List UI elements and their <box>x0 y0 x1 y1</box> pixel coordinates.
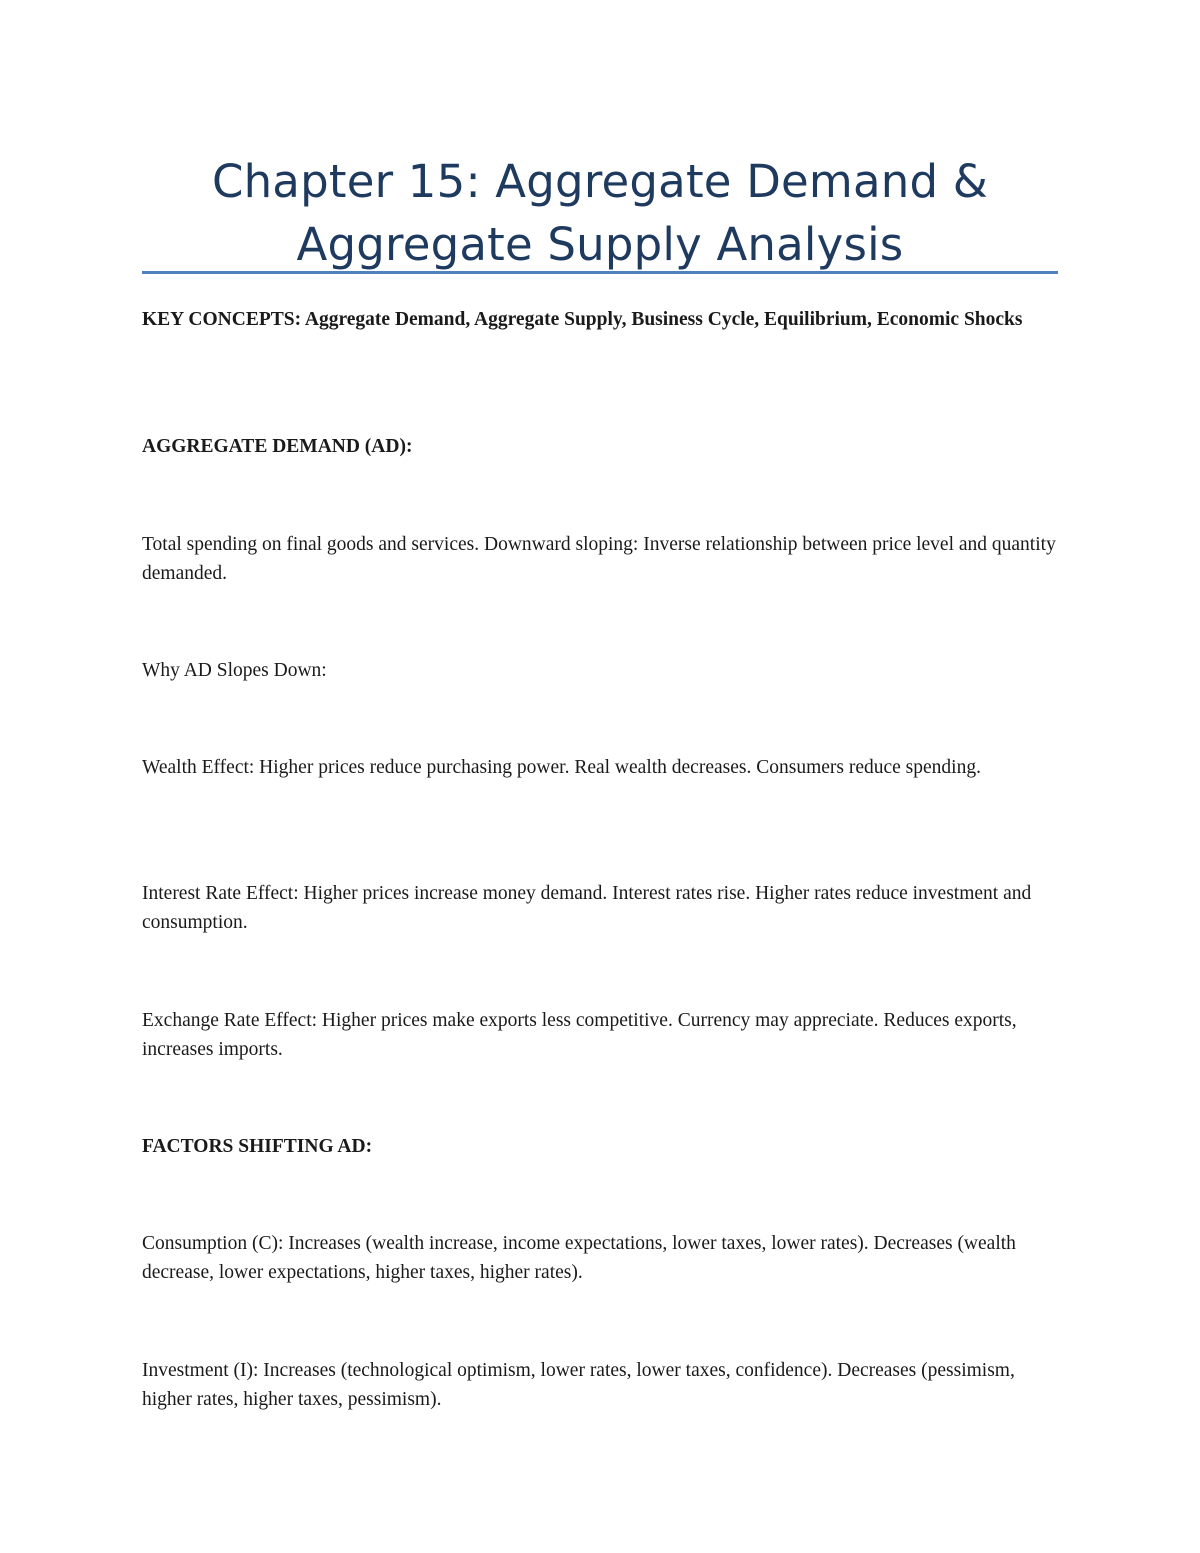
title-line-2: Aggregate Supply Analysis <box>296 218 904 271</box>
investment-paragraph: Investment (I): Increases (technological optimism, lower rates, lower taxes, confidence). Decreases (pessimism, higher rates, higher taxes, pessimism). <box>142 1360 1015 1410</box>
interest-rate-effect-paragraph: Interest Rate Effect: Higher prices increase money demand. Interest rates rise. Higher rates reduce investment and consumption. <box>142 883 1032 933</box>
ad-definition: Total spending on final goods and services. Downward sloping: Inverse relationship between price level and quantity demanded. <box>142 534 1056 584</box>
exchange-rate-effect-paragraph: Exchange Rate Effect: Higher prices make exports less competitive. Currency may appreciate. Reduces exports, increases imports. <box>142 1010 1017 1060</box>
wealth-effect-paragraph: Wealth Effect: Higher prices reduce purchasing power. Real wealth decreases. Consumers reduce spending. <box>142 757 981 778</box>
key-concepts: KEY CONCEPTS: Aggregate Demand, Aggregate Supply, Business Cycle, Equilibrium, Economic Shocks <box>142 309 1023 330</box>
factors-heading: FACTORS SHIFTING AD: <box>142 1136 373 1157</box>
page-title <box>142 150 1058 276</box>
title-divider <box>142 271 1058 274</box>
title-line-1: Chapter 15: Aggregate Demand & <box>211 155 989 208</box>
ad-heading: AGGREGATE DEMAND (AD): <box>142 436 413 457</box>
why-slopes-heading: Why AD Slopes Down: <box>142 660 327 681</box>
consumption-paragraph: Consumption (C): Increases (wealth increase, income expectations, lower taxes, lower rates). Decreases (wealth decrease, lower expectations, higher taxes, higher rates). <box>142 1233 1016 1283</box>
